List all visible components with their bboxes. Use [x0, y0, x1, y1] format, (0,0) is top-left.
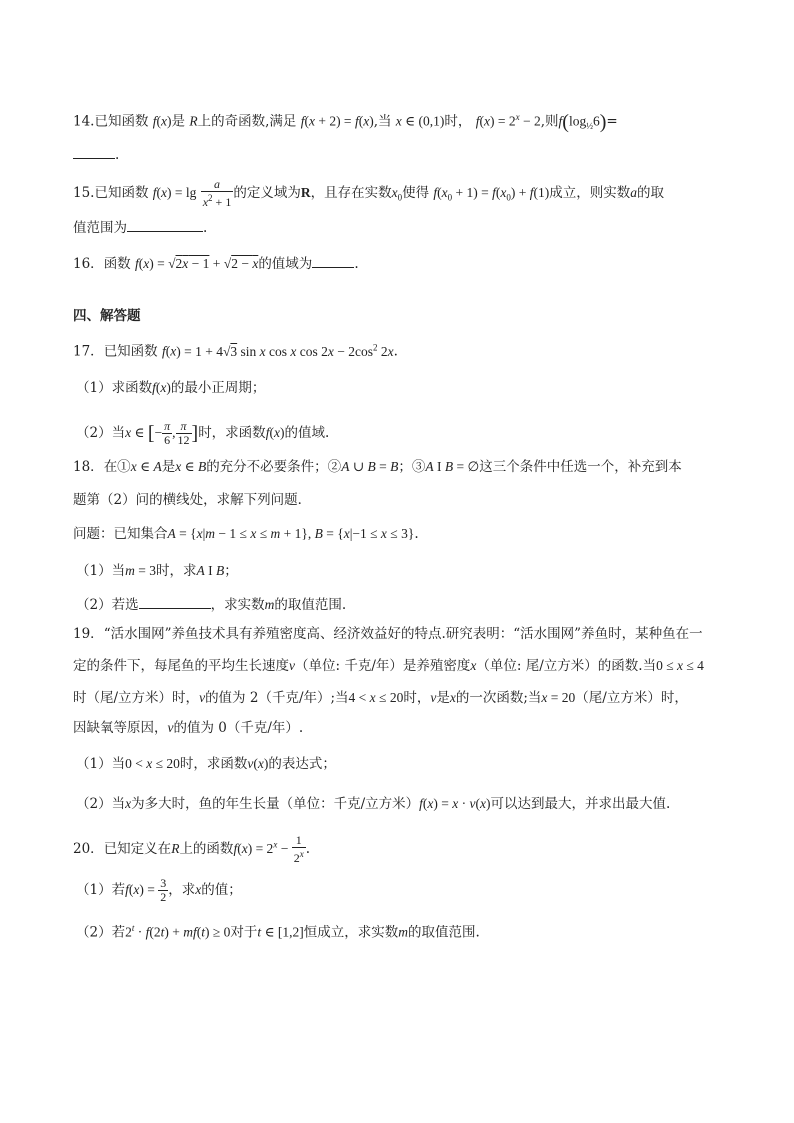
question-16: 16．函数 f(x) = √2x − 1 + √2 − x的值域为 . — [73, 253, 359, 274]
question-19-part1: （1）当0 < x ≤ 20时，求函数v(x)的表达式； — [76, 756, 336, 772]
question-14-answer-line: . — [73, 144, 119, 165]
question-15: 15.已知函数 f(x) = lg $\frac{a}{x^2 + 1}$ 的定义域为R，且存在实数$x_0$使得 $f(x_0 + 1) = f(x_0) + f(1)$成立，则实数a的取 — [73, 177, 665, 209]
question-18-problem: 问题：已知集合A = {x|m − 1 ≤ x ≤ m + 1}, B = {x|−1 ≤ x ≤ 3}. — [73, 526, 419, 542]
question-17-part2: （2）当x ∈ [− $\frac{\pi}{6}$ , $\frac{\pi}{12}$ ]时，求函数f(x)的值域. — [76, 419, 330, 447]
question-18: 18．在①x ∈ A是x ∈ B的充分不必要条件；②A ∪ B = B；③A I B = ∅这三个条件中任选一个，补充到本 — [73, 459, 682, 475]
q15-number: 15. — [73, 185, 95, 201]
question-17: 17．已知函数 f(x) = 1 + 4√3 sin x cos x $\cos 2x - 2\cos^2$ 2x. — [73, 342, 398, 360]
answer-blank — [139, 594, 211, 609]
answer-blank — [73, 144, 115, 159]
fraction: $\frac{a}{x^2 + 1}$ — [202, 177, 232, 209]
q20-number: 20． — [73, 841, 104, 857]
question-19-line2: 定的条件下，每尾鱼的平均生长速度v（单位: 千克/年）是养殖密度x（单位: 尾/立方米）的函数.当0 ≤ x ≤ 4 — [73, 658, 704, 674]
q19-number: 19． — [73, 626, 104, 642]
question-19-line3: 时（尾/立方米）时，v的值为 2（千克/年）;当4 < x ≤ 20时，v是x的一次函数;当x = 20（尾/立方米）时， — [73, 690, 688, 706]
q14-number: 14. — [73, 113, 95, 130]
answer-blank — [312, 253, 354, 268]
question-19-part2: （2）当x为多大时，鱼的年生长量（单位：千克/立方米）f(x) = x · v(x)可以达到最大，并求出最大值. — [76, 796, 671, 812]
question-15-line2: 值范围为 . — [73, 217, 207, 238]
q16-number: 16． — [73, 256, 104, 272]
question-20-part2: （2）若$2^t \cdot f(2t) + mf(t) \ge 0$对于t ∈ [1,2]恒成立，求实数m的取值范围. — [76, 923, 480, 941]
question-17-part1: （1）求函数f(x)的最小正周期； — [76, 380, 266, 396]
question-20: 20．已知定义在R上的函数$f(x) = 2^x$ − $\frac{1}{2^x}$ . — [73, 833, 310, 865]
question-18-part2: （2）若选 ，求实数m的取值范围. — [76, 594, 346, 615]
q17-number: 17． — [73, 343, 104, 360]
question-18-line2: 题第（2）问的横线处，求解下列问题． — [73, 492, 312, 508]
question-19-line4: 因缺氧等原因，v的值为 0（千克/年）. — [73, 720, 304, 736]
question-14: 14.已知函数 f(x)是 R上的奇函数,满足 f(x + 2) = f(x),当 x ∈ (0,1)时， $f(x) = 2^x - 2$,则$f(\log_{\frac{1}{2}}6)=$ — [73, 111, 618, 133]
question-19: 19．“活水围网”养鱼技术具有养殖密度高、经济效益好的特点.研究表明：“活水围网”养鱼时，某种鱼在一 — [73, 626, 703, 642]
question-18-part1: （1）当m = 3时，求A I B； — [76, 563, 238, 579]
answer-blank — [127, 217, 203, 232]
q18-number: 18． — [73, 459, 104, 475]
section-title: 四、解答题 — [73, 308, 141, 324]
question-20-part1: （1）若f(x) = $\frac{3}{2}$ ，求x的值； — [76, 876, 242, 904]
